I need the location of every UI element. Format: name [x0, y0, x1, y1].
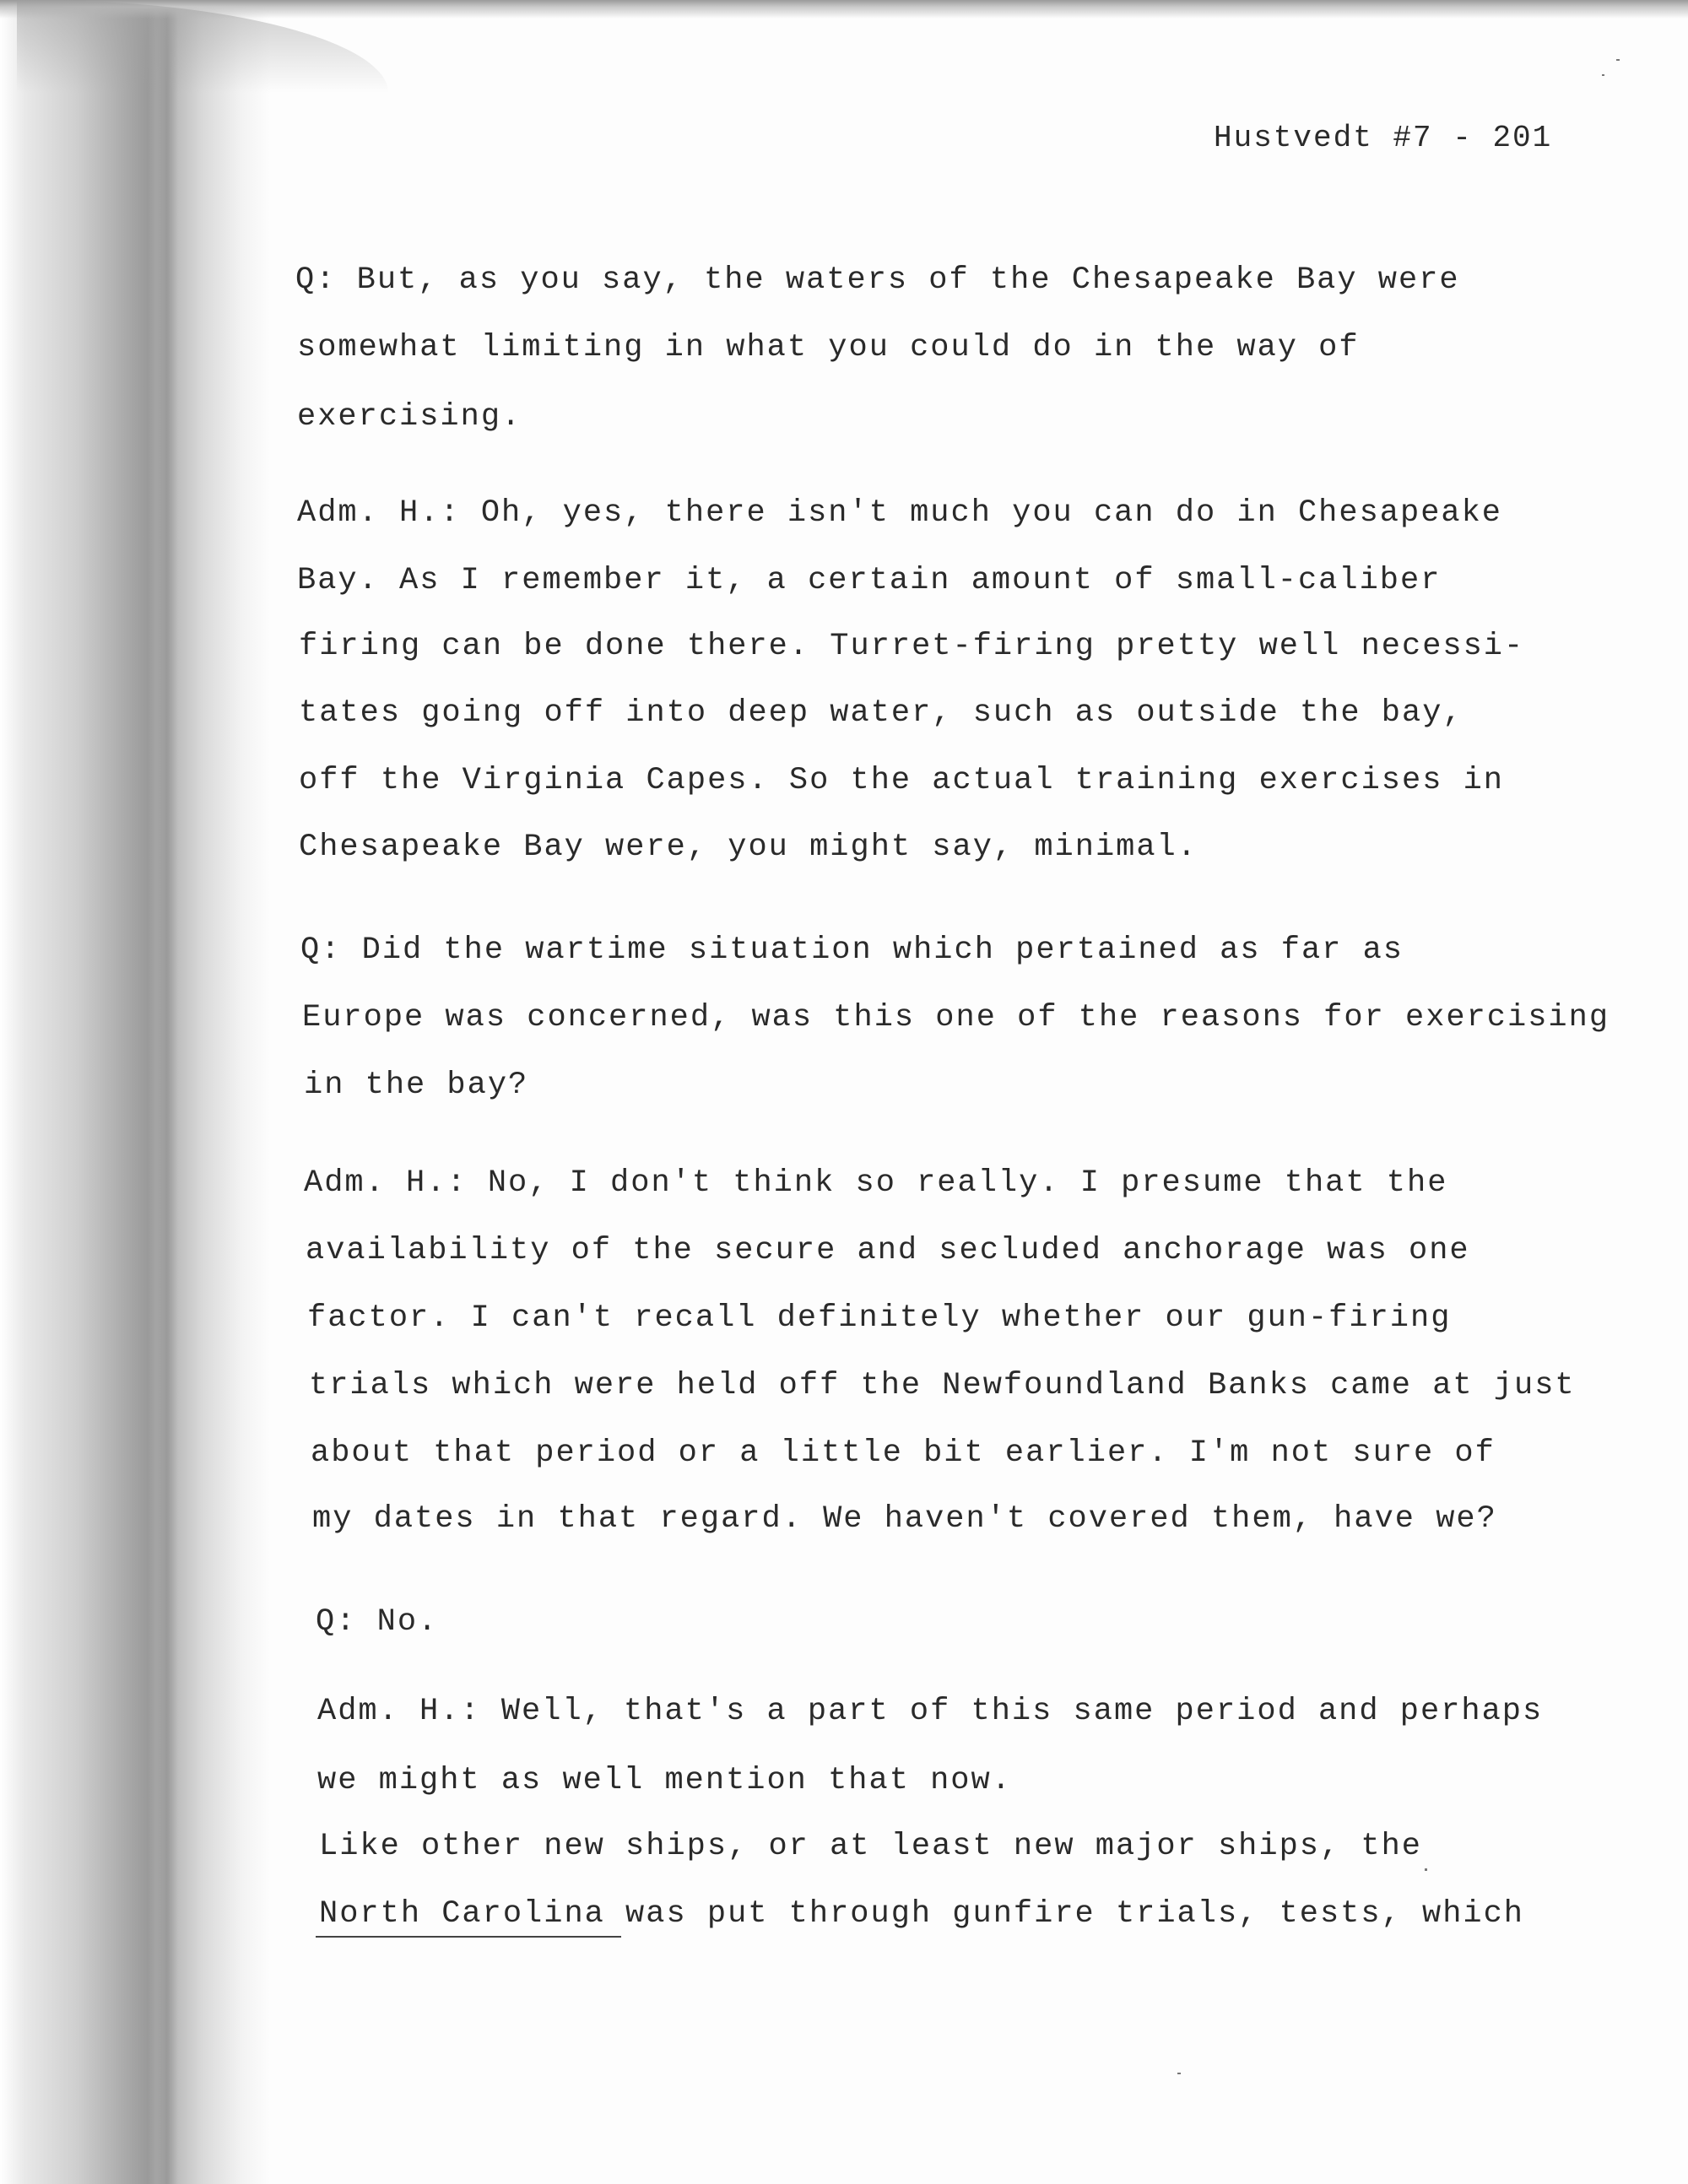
text-line: off the Virginia Capes. So the actual training exercises in	[299, 763, 1505, 798]
text-line: exercising.	[297, 399, 522, 435]
page-header: Hustvedt #7 - 201	[1214, 121, 1553, 155]
text-line: Adm. H.: Oh, yes, there isn't much you can do in Chesapeake	[297, 495, 1503, 531]
text-line: Q: No.	[316, 1604, 439, 1640]
text-line: Adm. H.: No, I don't think so really. I presume that the	[304, 1165, 1448, 1201]
text-line: Adm. H.: Well, that's a part of this same period and perhaps	[317, 1694, 1544, 1729]
text-line: factor. I can't recall definitely whether our gun-firing	[307, 1300, 1452, 1336]
text-line: we might as well mention that now.	[317, 1763, 1012, 1798]
binding-fold	[156, 0, 178, 2184]
text-line: somewhat limiting in what you could do in the way of	[297, 330, 1360, 365]
text-line: my dates in that regard. We haven't covered them, have we?	[312, 1501, 1497, 1537]
scan-speck	[1425, 1868, 1427, 1871]
text-line: Like other new ships, or at least new major ships, the	[319, 1829, 1422, 1864]
text-line: North Carolina was put through gunfire trials, tests, which	[319, 1896, 1525, 1932]
text-line: Europe was concerned, was this one of the reasons for exercising	[302, 1000, 1610, 1035]
text-line: Bay. As I remember it, a certain amount of small-caliber	[297, 563, 1442, 598]
scan-speck	[1177, 2073, 1181, 2074]
text-line: Q: But, as you say, the waters of the Chesapeake Bay were	[295, 262, 1460, 298]
text-line: Q: Did the wartime situation which pertained as far as	[300, 933, 1404, 968]
text-line: about that period or a little bit earlier. I'm not sure of	[311, 1435, 1496, 1471]
scan-top-edge	[0, 0, 1688, 19]
text-line: Chesapeake Bay were, you might say, minimal.	[299, 830, 1198, 865]
scan-speck	[1616, 59, 1620, 61]
binding-gutter-shadow	[0, 0, 270, 2184]
text-line: firing can be done there. Turret-firing pretty well necessi-	[299, 629, 1525, 664]
text-line: trials which were held off the Newfoundland Banks came at just	[309, 1368, 1576, 1403]
text-line: in the bay?	[304, 1068, 529, 1103]
scan-speck	[1602, 74, 1604, 76]
ship-name-underline	[316, 1936, 621, 1938]
text-line: tates going off into deep water, such as outside the bay,	[299, 695, 1463, 731]
text-line: availability of the secure and secluded anchorage was one	[306, 1233, 1470, 1268]
